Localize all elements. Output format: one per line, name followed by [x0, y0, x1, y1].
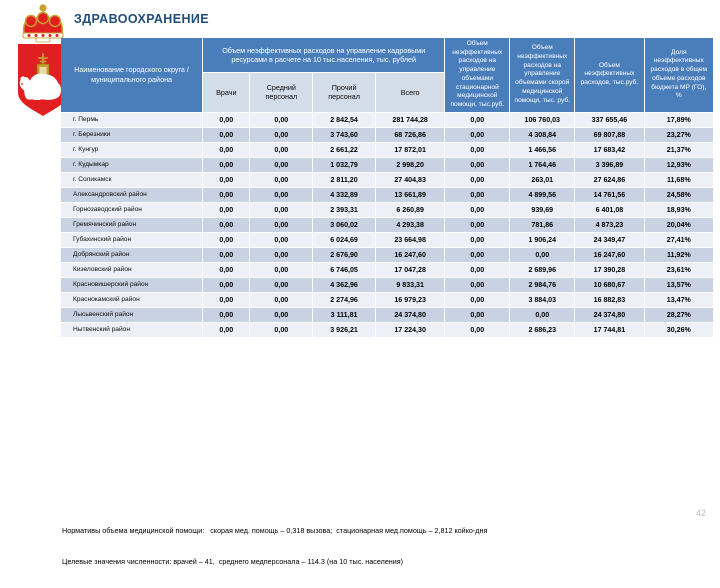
cell-total: 24 349,47 [575, 233, 643, 247]
col-header-name: Наименование городского округа / муниципального района [61, 38, 202, 112]
page-number: 42 [695, 508, 706, 518]
cell-total: 17 683,42 [575, 143, 643, 157]
cell-sredniy: 0,00 [250, 173, 312, 187]
row-label: Краснокамский район [61, 293, 202, 307]
row-label: Кизеловский район [61, 263, 202, 277]
cell-sredniy: 0,00 [250, 248, 312, 262]
cell-skoraya: 1 764,46 [510, 158, 574, 172]
cell-stacionar: 0,00 [445, 278, 509, 292]
cell-vsego: 17 872,01 [376, 143, 444, 157]
footnote-line-1: Нормативы объема медицинской помощи: скорая мед. помощь – 0,318 вызова; стационарная мед.помощь – 2,812 койко-дня [62, 526, 488, 536]
row-label: Нытвенский район [61, 323, 202, 337]
cell-vsego: 2 998,20 [376, 158, 444, 172]
cell-total: 4 873,23 [575, 218, 643, 232]
cell-prochiy: 6 024,69 [313, 233, 375, 247]
cell-share: 12,93% [645, 158, 713, 172]
cell-vrachi: 0,00 [203, 158, 249, 172]
cell-vsego: 16 247,60 [376, 248, 444, 262]
cell-sredniy: 0,00 [250, 293, 312, 307]
cell-share: 20,04% [645, 218, 713, 232]
cell-share: 17,89% [645, 113, 713, 127]
table-row [61, 248, 713, 262]
cell-total: 16 882,83 [575, 293, 643, 307]
col-header-share: Доля неэффективных расходов в общем объеме расходов бюджета МР (ГО), % [645, 38, 713, 112]
cell-skoraya: 4 308,84 [510, 128, 574, 142]
subcol-header-vsego: Всего [376, 73, 444, 112]
table-row [61, 323, 713, 337]
cell-sredniy: 0,00 [250, 263, 312, 277]
cell-sredniy: 0,00 [250, 143, 312, 157]
table-row [61, 203, 713, 217]
cell-stacionar: 0,00 [445, 188, 509, 202]
row-label: г. Кудымкар [61, 158, 202, 172]
cell-vsego: 17 047,28 [376, 263, 444, 277]
cell-stacionar: 0,00 [445, 233, 509, 247]
cell-share: 24,58% [645, 188, 713, 202]
cell-total: 69 807,88 [575, 128, 643, 142]
page-title: ЗДРАВООХРАНЕНИЕ [74, 12, 210, 26]
row-label: г. Пермь [61, 113, 202, 127]
cell-vsego: 6 260,89 [376, 203, 444, 217]
cell-skoraya: 4 899,56 [510, 188, 574, 202]
cell-prochiy: 3 743,60 [313, 128, 375, 142]
table-row [61, 218, 713, 232]
footnotes [62, 506, 662, 588]
table-body [61, 113, 713, 337]
cell-vsego: 27 404,83 [376, 173, 444, 187]
cell-sredniy: 0,00 [250, 218, 312, 232]
cell-vrachi: 0,00 [203, 308, 249, 322]
row-label: Гремячинский район [61, 218, 202, 232]
table-row [61, 128, 713, 142]
subcol-header-sredniy: Средний персонал [250, 73, 312, 112]
row-label: г. Березники [61, 128, 202, 142]
cell-skoraya: 2 984,76 [510, 278, 574, 292]
cell-vrachi: 0,00 [203, 113, 249, 127]
table-row [61, 293, 713, 307]
cell-share: 30,26% [645, 323, 713, 337]
cell-vrachi: 0,00 [203, 203, 249, 217]
cell-stacionar: 0,00 [445, 203, 509, 217]
cell-vrachi: 0,00 [203, 188, 249, 202]
cell-total: 24 374,80 [575, 308, 643, 322]
cell-vsego: 13 661,89 [376, 188, 444, 202]
cell-skoraya: 3 884,03 [510, 293, 574, 307]
cell-share: 28,27% [645, 308, 713, 322]
cell-total: 10 680,67 [575, 278, 643, 292]
cell-stacionar: 0,00 [445, 293, 509, 307]
cell-vrachi: 0,00 [203, 248, 249, 262]
cell-sredniy: 0,00 [250, 323, 312, 337]
row-label: г. Кунгур [61, 143, 202, 157]
cell-prochiy: 2 676,90 [313, 248, 375, 262]
row-label: Александровский район [61, 188, 202, 202]
cell-total: 17 390,28 [575, 263, 643, 277]
table-row [61, 263, 713, 277]
cell-skoraya: 106 760,03 [510, 113, 574, 127]
subcol-header-vrachi: Врачи [203, 73, 249, 112]
row-label: г. Соликамск [61, 173, 202, 187]
cell-skoraya: 2 689,96 [510, 263, 574, 277]
cell-prochiy: 3 060,02 [313, 218, 375, 232]
cell-prochiy: 2 393,31 [313, 203, 375, 217]
cell-total: 16 247,60 [575, 248, 643, 262]
cell-sredniy: 0,00 [250, 113, 312, 127]
cell-prochiy: 2 842,54 [313, 113, 375, 127]
cell-vrachi: 0,00 [203, 263, 249, 277]
cell-prochiy: 3 926,21 [313, 323, 375, 337]
cell-total: 27 624,86 [575, 173, 643, 187]
cell-vrachi: 0,00 [203, 128, 249, 142]
cell-total: 6 401,08 [575, 203, 643, 217]
cell-share: 11,92% [645, 248, 713, 262]
cell-skoraya: 263,01 [510, 173, 574, 187]
cell-sredniy: 0,00 [250, 128, 312, 142]
cell-share: 11,68% [645, 173, 713, 187]
cell-vrachi: 0,00 [203, 143, 249, 157]
cell-vrachi: 0,00 [203, 323, 249, 337]
cell-sredniy: 0,00 [250, 203, 312, 217]
cell-vsego: 281 744,28 [376, 113, 444, 127]
cell-prochiy: 3 111,81 [313, 308, 375, 322]
row-label: Губахинский район [61, 233, 202, 247]
cell-share: 23,27% [645, 128, 713, 142]
cell-sredniy: 0,00 [250, 158, 312, 172]
cell-vrachi: 0,00 [203, 173, 249, 187]
health-metrics-table [60, 37, 714, 338]
row-label: Лысьвенский район [61, 308, 202, 322]
cell-skoraya: 2 686,23 [510, 323, 574, 337]
cell-total: 3 396,89 [575, 158, 643, 172]
cell-skoraya: 939,69 [510, 203, 574, 217]
cell-prochiy: 4 362,96 [313, 278, 375, 292]
cell-total: 337 655,46 [575, 113, 643, 127]
row-label: Горнозаводский район [61, 203, 202, 217]
table-row [61, 173, 713, 187]
cell-share: 21,37% [645, 143, 713, 157]
col-header-total: Объем неэффективных расходов, тыс.руб. [575, 38, 643, 112]
cell-sredniy: 0,00 [250, 188, 312, 202]
table-header-row-1 [61, 38, 713, 72]
cell-share: 23,61% [645, 263, 713, 277]
footnote-line-2: Целевые значения численности: врачей – 41, среднего медперсонала – 114.3 (на 10 тыс. населения) [62, 557, 404, 567]
cell-skoraya: 1 466,56 [510, 143, 574, 157]
col-header-stacionar: Объем неэффективных расходов на управление объемами стационарной медицинской помощи, тыс.руб. [445, 38, 509, 112]
cell-total: 17 744,81 [575, 323, 643, 337]
cell-skoraya: 1 906,24 [510, 233, 574, 247]
cell-stacionar: 0,00 [445, 143, 509, 157]
cell-prochiy: 2 274,96 [313, 293, 375, 307]
row-label: Красновишерский район [61, 278, 202, 292]
cell-share: 27,41% [645, 233, 713, 247]
cell-stacionar: 0,00 [445, 323, 509, 337]
cell-share: 13,47% [645, 293, 713, 307]
cell-vsego: 17 224,30 [376, 323, 444, 337]
cell-stacionar: 0,00 [445, 158, 509, 172]
table-row [61, 113, 713, 127]
cell-vrachi: 0,00 [203, 233, 249, 247]
cell-stacionar: 0,00 [445, 128, 509, 142]
cell-share: 13,57% [645, 278, 713, 292]
cell-stacionar: 0,00 [445, 173, 509, 187]
table-row [61, 143, 713, 157]
subcol-header-prochiy: Прочий персонал [313, 73, 375, 112]
table-row [61, 233, 713, 247]
table-row [61, 188, 713, 202]
cell-vsego: 68 726,86 [376, 128, 444, 142]
col-header-kadry-group: Объем неэффективных расходов на управление кадровыми ресурсами в расчете на 10 тыс.населения, тыс. рублей [203, 38, 444, 72]
cell-skoraya: 781,86 [510, 218, 574, 232]
cell-stacionar: 0,00 [445, 248, 509, 262]
cell-skoraya: 0,00 [510, 248, 574, 262]
cell-sredniy: 0,00 [250, 233, 312, 247]
cell-vsego: 23 664,98 [376, 233, 444, 247]
cell-prochiy: 4 332,89 [313, 188, 375, 202]
cell-sredniy: 0,00 [250, 308, 312, 322]
col-header-skoraya: Объем неэффективных расходов на управление объемами скорой медицинской помощи, тыс. руб. [510, 38, 574, 112]
cell-vrachi: 0,00 [203, 278, 249, 292]
cell-vsego: 4 293,38 [376, 218, 444, 232]
cell-vsego: 24 374,80 [376, 308, 444, 322]
cell-total: 14 761,56 [575, 188, 643, 202]
cell-prochiy: 6 746,05 [313, 263, 375, 277]
cell-prochiy: 1 032,79 [313, 158, 375, 172]
table-row [61, 158, 713, 172]
cell-stacionar: 0,00 [445, 263, 509, 277]
cell-vsego: 16 979,23 [376, 293, 444, 307]
cell-vsego: 9 833,31 [376, 278, 444, 292]
cell-share: 18,93% [645, 203, 713, 217]
table-row [61, 308, 713, 322]
cell-sredniy: 0,00 [250, 278, 312, 292]
cell-vrachi: 0,00 [203, 218, 249, 232]
cell-stacionar: 0,00 [445, 308, 509, 322]
cell-skoraya: 0,00 [510, 308, 574, 322]
cell-stacionar: 0,00 [445, 218, 509, 232]
table-row [61, 278, 713, 292]
cell-vrachi: 0,00 [203, 293, 249, 307]
row-label: Добрянский район [61, 248, 202, 262]
cell-stacionar: 0,00 [445, 113, 509, 127]
cell-prochiy: 2 811,20 [313, 173, 375, 187]
cell-prochiy: 2 661,22 [313, 143, 375, 157]
